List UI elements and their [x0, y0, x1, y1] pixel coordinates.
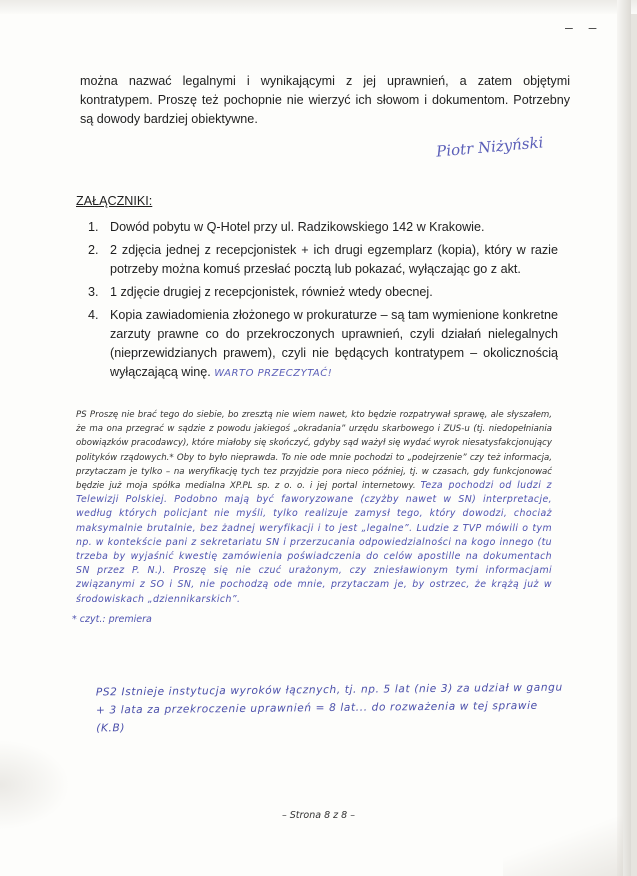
- attachment-text: Kopia zawiadomienia złożonego w prokuraturze – są tam wymienione konkretne zarzuty prawne co do przekroczonych uprawnień, czyli działań nielegalnych (nieprzewidzianych prawem), czyli nie będących kontratypem – okolicznością wyłączającą winę.: [110, 308, 558, 379]
- corner-dash-mark: – –: [565, 19, 603, 35]
- page-footer: – Strona 8 z 8 –: [282, 810, 355, 821]
- attachment-item: [88, 218, 558, 237]
- attachment-item: [88, 283, 558, 302]
- handwritten-footnote: * czyt.: premiera: [72, 614, 152, 625]
- attachment-text: 2 zdjęcia jednej z recepcjonistek + ich drugi egzemplarz (kopia), który w razie potrzeby można komuś przesłać pocztą lub pokazać, wyłączając go z akt.: [110, 243, 558, 276]
- attachment-number: 2.: [88, 243, 99, 257]
- page-right-edge: [617, 0, 631, 876]
- handwritten-signature: Piotr Niżyński: [435, 133, 545, 161]
- ps-handwritten-text: Teza pochodzi od ludzi z Telewizji Polskiej. Podobno mają być faworyzowane (czyżby nawet w SN) interpretacje, według których policjant nie myśli, tylko realizuje zamysł tego, który dowodzi, chociaż maksymalnie brutalnie, bez żadnej weryfikacji i to jest „legalne”. Ludzie z TVP mówili o tym np. w kontekście pani z sekretariatu SN i przerzucania odpowiedzialności na kogo innego (tu trzeba by wyjaśnić kwestię zamówienia poświadczenia do celów apostille na dokumentach SN przez P. N.). Proszę się nie czuć urażonym, czy zniesławionym tymi informacjami związanymi z SO i SN, nie pochodzą ode mnie, przytaczam je, by ostrzec, że krążą już w środowiskach „dziennikarskich”.: [76, 480, 552, 605]
- attachment-item: [88, 241, 558, 279]
- attachment-item: [88, 306, 558, 383]
- attachment-number: 4.: [88, 308, 99, 322]
- attachments-list: [88, 218, 558, 387]
- attachments-heading: ZAŁĄCZNIKI:: [76, 194, 153, 208]
- ps-paragraph: [76, 408, 552, 607]
- attachment-number: 1.: [88, 220, 99, 234]
- ps-printed-text: PS Proszę nie brać tego do siebie, bo zresztą nie wiem nawet, kto będzie rozpatrywał sprawę, ale słyszałem, że ma ona przegrać w sądzie z powodu jakiegoś „okradania” urzędu skarbowego i ZUS-u (tj. niedopełniania obowiązków pracodawcy), które miałoby się skończyć, gdyby sąd ważył się wydać wyrok niesatysfakcjonujący polityków rządowych.* Oby to było nieprawda. To nie ode mnie pochodzi to „podejrzenie” czy też informacja, przytaczam je tylko – na weryfikację tych tez przyjdzie pora nieco później, tj. w czasach, gdy funkcjonować będzie już moja spółka medialna XP.PL sp. z o. o. i jej portal internetowy.: [76, 410, 552, 492]
- attachment-text: Dowód pobytu w Q-Hotel przy ul. Radzikowskiego 142 w Krakowie.: [110, 220, 485, 234]
- attachment-number: 3.: [88, 285, 99, 299]
- paper-smudge: [0, 740, 70, 830]
- torn-top-edge: [0, 0, 637, 14]
- ps2-handwritten: PS2 Istnieje instytucja wyroków łącznych, tj. np. 5 lat (nie 3) za udział w gangu + 3 lata za przekroczenie uprawnień = 8 lat... do rozważenia w tej sprawie (K.B): [95, 681, 563, 735]
- attachment-text: 1 zdjęcie drugiej z recepcjonistek, również wtedy obecnej.: [110, 285, 433, 299]
- intro-paragraph: można nazwać legalnymi i wynikającymi z jej uprawnień, a zatem objętymi kontratypem. Proszę też pochopnie nie wierzyć ich słowom i dokumentom. Potrzebny są dowody bardziej obiektywne.: [80, 74, 570, 126]
- handwritten-note: WARTO PRZECZYTAĆ!: [214, 368, 333, 379]
- paper-crease: [503, 816, 623, 876]
